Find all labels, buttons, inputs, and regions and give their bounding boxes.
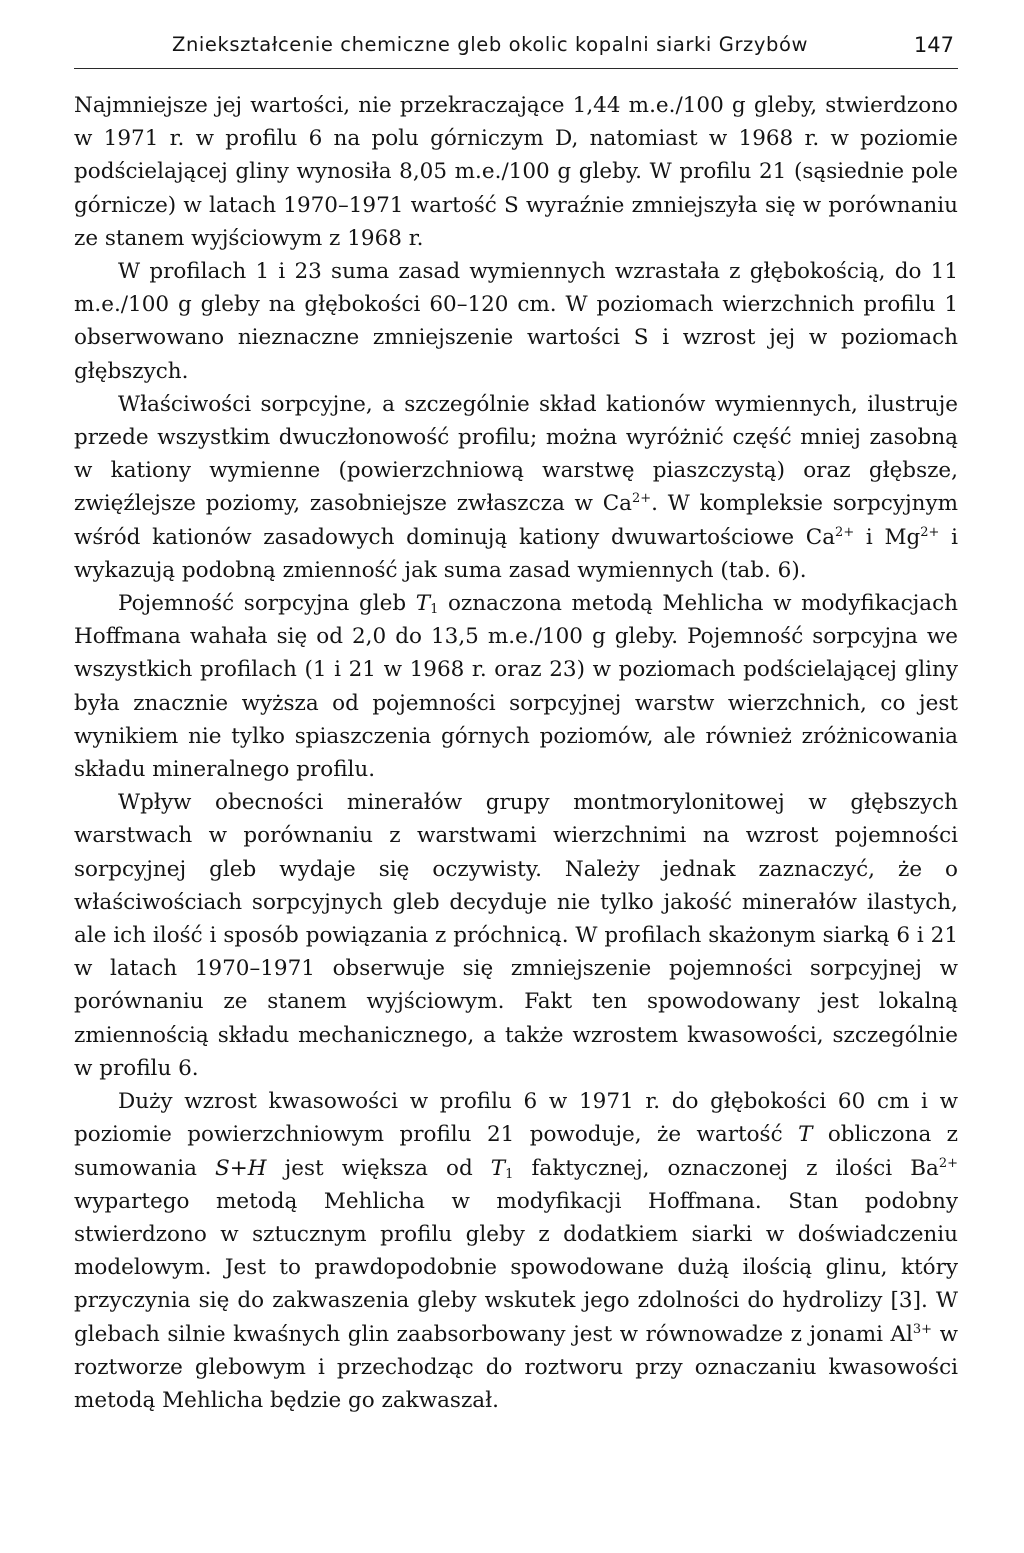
text-run: . W kompleksie sorpcyjnym wśród kationów zasadowych dominują kationy dwuwartościowe Ca [74, 491, 958, 550]
text-run: Właściwości sorpcyjne, a szczególnie skład kationów wymiennych, ilustruje przede wszystkim dwuczłonowość profilu; można wyróżnić część mniej zasobną w kationy wymienne (powierzchniową warstwę piaszczystą) oraz głębsze, zwięźlejsze poziomy, zasobniejsze zwłaszcza w Ca [74, 391, 958, 517]
italic-symbol: H [247, 1155, 267, 1181]
text-run: W profilach 1 i 23 suma zasad wymiennych wzrastała z głębokością, do 11 m.e./100 g gleby na głębokości 60–120 cm. W poziomach wierzchnich profilu 1 obserwowano nieznaczne zmniejszenie wartości S i wzrost jej w poziomach głębszych. [74, 259, 958, 384]
text-run: Pojemność sorpcyjna gleb [118, 591, 416, 617]
paragraph-5 [74, 786, 958, 1085]
text-run: oznaczona metodą Mehlicha w modyfikacjach Hoffmana wahała się od 2,0 do 13,5 m.e./100 g gleby. Pojemność sorpcyjna we wszystkich profilach (1 i 21 w 1968 r. oraz 23) w poziomach podścielającej gliny była znacznie wyższa od pojemności sorpcyjnej warstw wierzchnich, co jest wynikiem nie tylko spiaszczenia górnych poziomów, ale również zróżnicowania składu mineralnego profilu. [74, 591, 958, 783]
document-page [74, 24, 958, 1417]
text-run: i Mg [854, 524, 921, 550]
running-title: Zniekształcenie chemiczne gleb okolic kopalni siarki Grzybów [172, 33, 809, 56]
text-run: w roztworze glebowym i przechodząc do roztworu przy oznaczaniu kwasowości metodą Mehlicha będzie go zakwaszał. [74, 1321, 958, 1413]
italic-symbol: T [798, 1122, 813, 1148]
paragraph-6 [74, 1085, 958, 1417]
superscript: 3+ [912, 1321, 933, 1337]
paragraph-4 [74, 587, 958, 786]
superscript: 2+ [938, 1155, 958, 1171]
text-run: faktycznej, oznaczonej z ilości Ba [513, 1155, 939, 1181]
text-run: wypartego metodą Mehlicha w modyfikacji Hoffmana. Stan podobny stwierdzono w sztucznym profilu gleby z dodatkiem siarki w doświadczeniu modelowym. Jest to prawdopodobnie spowodowane dużą ilością glinu, który przyczynia się do zakwaszenia gleby wskutek jego zdolności do hydrolizy [3]. W glebach silnie kwaśnych glin zaabsorbowany jest w równowadze z jonami Al [74, 1188, 958, 1347]
italic-symbol: T [490, 1155, 506, 1181]
running-head [74, 24, 958, 69]
paragraph-2 [74, 255, 958, 388]
page-number: 147 [913, 33, 954, 57]
text-run: i wykazują podobną zmienność jak suma zasad wymiennych (tab. 6). [74, 524, 959, 583]
italic-symbol: T [415, 591, 431, 617]
superscript: 2+ [631, 491, 652, 507]
text-run: Najmniejsze jej wartości, nie przekraczające 1,44 m.e./100 g gleby, stwierdzono w 1971 r. w profilu 6 na polu górniczym D, natomiast w 1968 r. w poziomie podścielającej gliny wynosiła 8,05 m.e./100 g gleby. W profilu 21 (sąsiednie pole górnicze) w latach 1970–1971 wartość S wyraźnie zmniejszyła się w porównaniu ze stanem wyjściowym z 1968 r. [74, 93, 958, 251]
paragraph-3 [74, 388, 958, 587]
superscript: 2+ [920, 524, 940, 540]
paragraph-1 [74, 89, 958, 255]
body-text [74, 89, 958, 1417]
text-run: Wpływ obecności minerałów grupy montmorylonitowej w głębszych warstwach w porównaniu z warstwami wierzchnimi na wzrost pojemności sorpcyjnej gleb wydaje się oczywisty. Należy jednak zaznaczyć, że o właściwościach sorpcyjnych gleb decyduje nie tylko jakość minerałów ilastych, ale ich ilość i sposób powiązania z próchnicą. W profilach skażonym siarką 6 i 21 w latach 1970–1971 obserwuje się zmniejszenie pojemności sorpcyjnej w porównaniu ze stanem wyjściowym. Fakt ten spowodowany jest lokalną zmiennością składu mechanicznego, a także wzrostem kwasowości, szczególnie w profilu 6. [74, 790, 958, 1081]
text-run: Duży wzrost kwasowości w profilu 6 w 1971 r. do głębokości 60 cm i w poziomie powierzchniowym profilu 21 powoduje, że wartość [74, 1089, 958, 1148]
text-run: obliczona z sumowania [74, 1122, 958, 1181]
italic-symbol: S [215, 1155, 230, 1181]
subscript: 1 [430, 602, 439, 618]
text-run: + [229, 1155, 248, 1181]
superscript: 2+ [835, 524, 855, 540]
text-run: jest większa od [266, 1155, 491, 1181]
subscript: 1 [505, 1166, 514, 1182]
